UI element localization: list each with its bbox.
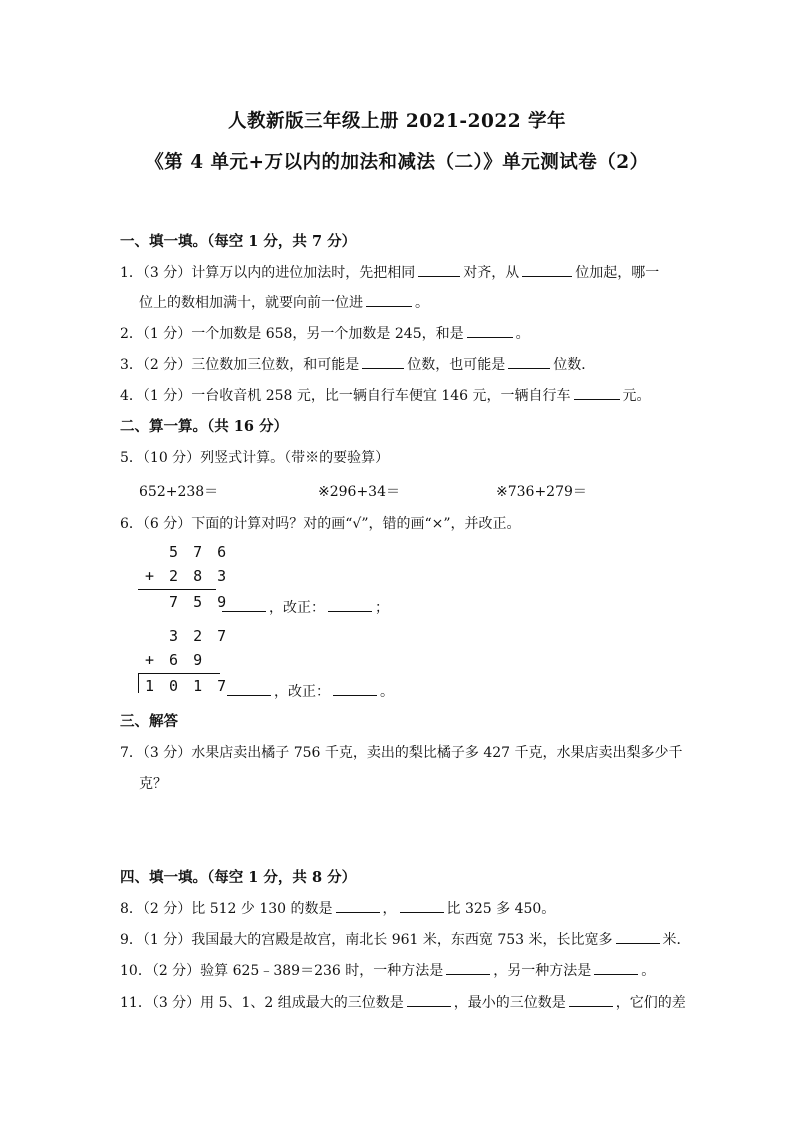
title-line-1: 人教新版三年级上册 2021-2022 学年 — [227, 111, 567, 132]
vertical-1-rule — [138, 589, 216, 590]
vertical-2-result: 1 0 1 7 — [145, 677, 230, 695]
vertical-2-top: 3 2 7 — [145, 627, 230, 645]
vertical-1-top: 5 7 6 — [145, 543, 230, 561]
question-6: 6．（6 分）下面的计算对吗？对的画“√”，错的画“×”，并改正。 — [120, 516, 521, 532]
vertical-2-addend: + 6 9 — [145, 651, 206, 669]
question-1-line-2: 位上的数相加满十，就要向前一位进 。 — [139, 292, 429, 312]
section-2-heading: 二、算一算。（共 16 分） — [120, 418, 289, 435]
vertical-2-rule — [138, 673, 220, 674]
calc-item-3: ※736+279＝ — [496, 484, 587, 500]
question-11: 11．（3 分）用 5、1、2 组成最大的三位数是 ，最小的三位数是 ，它们的差 — [120, 992, 686, 1012]
question-7-line-2: 克？ — [139, 776, 167, 792]
question-3: 3．（2 分）三位数加三位数，和可能是 位数，也可能是 位数． — [120, 354, 595, 374]
question-9: 9．（1 分）我国最大的宫殿是故宫，南北长 961 米，东西宽 753 米，长比宽多 米． — [120, 929, 691, 949]
vertical-2-left-bar — [138, 673, 139, 693]
question-7-line-1: 7．（3 分）水果店卖出橘子 756 千克，卖出的梨比橘子多 427 千克，水果店卖出梨多少千 — [120, 745, 683, 761]
vertical-2-answer: ，改正： 。 — [224, 681, 394, 701]
section-4-heading: 四、填一填。（每空 1 分，共 8 分） — [120, 869, 357, 886]
question-10: 10．（2 分）验算 625﹣389＝236 时，一种方法是 ，另一种方法是 。 — [120, 960, 655, 980]
vertical-1-result: 7 5 9 — [145, 593, 230, 611]
title-line-2: 《第 4 单元+万以内的加法和减法（二）》单元测试卷（2） — [145, 152, 649, 173]
vertical-1-addend: + 2 8 3 — [145, 567, 230, 585]
question-5: 5．（10 分）列竖式计算。（带※的要验算） — [120, 450, 390, 466]
question-4: 4．（1 分）一台收音机 258 元，比一辆自行车便宜 146 元，一辆自行车 元。 — [120, 385, 651, 405]
calc-item-1: 652+238＝ — [139, 484, 219, 500]
section-3-heading: 三、解答 — [120, 713, 178, 730]
vertical-1-answer: ，改正： ； — [219, 597, 389, 617]
question-8: 8．（2 分）比 512 少 130 的数是 ， 比 325 多 450。 — [120, 898, 555, 918]
question-1-line-1: 1．（3 分）计算万以内的进位加法时，先把相同 对齐，从 位加起，哪一 — [120, 262, 659, 282]
question-2: 2．（1 分）一个加数是 658，另一个加数是 245，和是 。 — [120, 323, 530, 343]
section-1-heading: 一、填一填。（每空 1 分，共 7 分） — [120, 233, 357, 250]
calc-item-2: ※296+34＝ — [318, 484, 400, 500]
